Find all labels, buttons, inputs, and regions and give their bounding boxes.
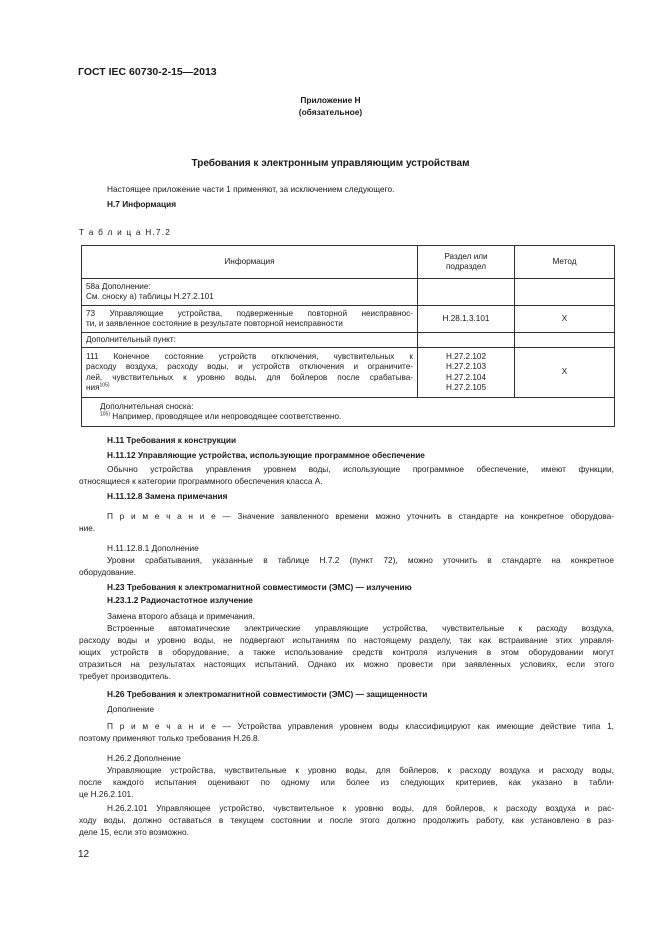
paragraph-criteria-l1: Управляющие устройства, чувствительные к уровню воды, для бойлеров, к расходу воздуха и расходу воды, [107, 765, 614, 775]
table-label: Т а б л и ц а Н.7.2 [79, 227, 172, 237]
section-heading-h23: Н.23 Требования к электромагнитной совместимости (ЭМС) — излучению [107, 582, 412, 592]
section-heading-h23-1-2: Н.23.1.2 Радиочастотное излучение [107, 595, 253, 605]
paragraph-software-l1: Обычно устройства управления уровнем воды, использующие программное обеспечение, имеют функции, [107, 464, 614, 474]
row3-info: Дополнительный пункт: [82, 333, 418, 348]
info-table [81, 245, 615, 427]
table-row [82, 306, 615, 333]
row4-section-1: Н.27.2.102 [445, 352, 487, 362]
annex-label: Приложение Н [300, 95, 361, 105]
section-heading-h11-12: Н.11.12 Управляющие устройства, использующие программное обеспечение [107, 450, 425, 460]
row3-method [515, 333, 615, 348]
row3-section [418, 333, 515, 348]
row2-line2: ти, и заявленное состояние в результате повторной неисправности [86, 319, 343, 328]
note1-l1: П р и м е ч а н и е — Значение заявленного времени можно уточнить в стандарте на конкретное оборудова- [107, 511, 614, 521]
row4-section-2: Н.27.2.103 [445, 362, 487, 372]
section-heading-h11: Н.11 Требования к конструкции [107, 435, 237, 445]
row4-line1: 111 Конечное состояние устройств отключения, чувствительных к [86, 352, 413, 362]
paragraph-h26-2-101-l2: ходу воды, должно оставаться в текущем состоянии и после этого должно продолжить работу, как установлено в раз- [79, 815, 614, 825]
note1-l2: ние. [79, 523, 96, 533]
intro-paragraph: Настоящее приложение части 1 применяют, за исключением следующего. [107, 184, 395, 194]
paragraph-emission-l3: ющих устройств в оборудование, а также использование средств контроля излучения в этом оборудовании могут [79, 647, 614, 657]
paragraph-criteria-l3: це Н.26.2.101. [79, 789, 134, 799]
section-heading-h7: Н.7 Информация [107, 199, 177, 209]
row4-section [418, 348, 515, 398]
section-heading-h26: Н.26 Требования к электромагнитной совместимости (ЭМС) — защищенности [107, 689, 428, 699]
footnote-line1: Дополнительная сноска: [100, 401, 194, 411]
row1-line2: См. сноску а) таблицы Н.27.2.101 [86, 292, 214, 301]
annex-title: Требования к электронным управляющим устройствам [191, 158, 470, 169]
row4-section-4: Н.27.2.105 [445, 382, 487, 392]
paragraph-replace: Замена второго абзаца и примечания. [107, 611, 255, 621]
paragraph-software-l2: относящиеся к категории программного обеспечения класса А. [79, 476, 323, 486]
note2-l1: П р и м е ч а н и е — Устройства управления уровнем воды классифицируют как имеющие действие типа 1, [107, 721, 614, 731]
header-method: Метод [515, 246, 615, 279]
paragraph-emission-l1: Встроенные автоматические электрические управляющие устройства, чувствительные к расходу воздуха, [107, 623, 614, 633]
page-number: 12 [78, 849, 90, 860]
section-heading-h11-12-8: Н.11.12.8 Замена примечания [107, 491, 228, 501]
table-row [82, 348, 615, 398]
row1-line1: 58a Дополнение: [86, 281, 151, 291]
row2-line1: 73 Управляющие устройства, подверженные повторной неисправнос- [86, 308, 413, 318]
row4-line2: расходу воздуха, расходу воды, и устройств отключения и ограничите- [86, 362, 413, 372]
document-header: ГОСТ IEC 60730-2-15—2013 [78, 66, 217, 78]
table-row [82, 279, 615, 306]
header-section-line1: Раздел или [444, 251, 488, 261]
row1-section [418, 279, 515, 306]
paragraph-criteria-l2: после каждого испытания оценивают по одному или более из следующих критериев, как указано в табли- [79, 777, 614, 787]
section-heading-h11-12-8-1: Н.11.12.8.1 Дополнение [107, 543, 199, 553]
table-footnote [82, 398, 615, 427]
paragraph-emission-l5: требует производитель. [79, 671, 171, 681]
row2-section: Н.28.1.3.101 [418, 306, 515, 333]
row4-line3: лей, чувствительных к уровню воды, для бойлеров после срабатыва- [86, 372, 413, 382]
header-info: Информация [82, 246, 418, 279]
table-header-row [82, 246, 615, 279]
table-row [82, 333, 615, 348]
table-footnote-row [82, 398, 615, 427]
note2-l2: поэтому применяют только требования Н.26.8. [79, 733, 260, 743]
row2-method: X [515, 306, 615, 333]
row4-method: X [515, 348, 615, 398]
paragraph-levels-l2: оборудование. [79, 567, 136, 577]
header-section [418, 246, 515, 279]
footnote-ref: 105) [99, 381, 110, 388]
annex-status: (обязательное) [298, 107, 363, 117]
paragraph-addition: Дополнение [107, 704, 155, 714]
row2-info [82, 306, 418, 333]
paragraph-levels-l1: Уровни срабатывания, указанные в таблице Н.7.2 (пункт 72), можно уточнить в стандарте на конкретное [107, 555, 614, 565]
row4-line4: ния$^{105)}$ [86, 381, 110, 392]
paragraph-h26-2-101-l1: Н.26.2.101 Управляющее устройство, чувствительное к уровню воды, для бойлеров, к расходу воздуха и рас- [107, 803, 614, 813]
header-section-line2: подраздел [445, 262, 486, 271]
section-heading-h26-2: Н.26.2 Дополнение [107, 753, 181, 763]
row4-info [82, 348, 418, 398]
paragraph-emission-l4: отразиться на результатах настоящих испытаний. Однако их можно провести при заявленных условиях, если этого [79, 659, 614, 669]
row1-info [82, 279, 418, 306]
paragraph-emission-l2: расходу воды и уровню воды, не подвергают испытаниям по настоящему разделу, так как встраивание этих управля- [79, 635, 614, 645]
row4-section-3: Н.27.2.104 [445, 372, 487, 382]
footnote-line2: $^{105)}$ Например, проводящее или непроводящее соответственно. [100, 411, 342, 421]
row1-method [515, 279, 615, 306]
paragraph-h26-2-101-l3: деле 15, если это возможно. [79, 827, 189, 837]
